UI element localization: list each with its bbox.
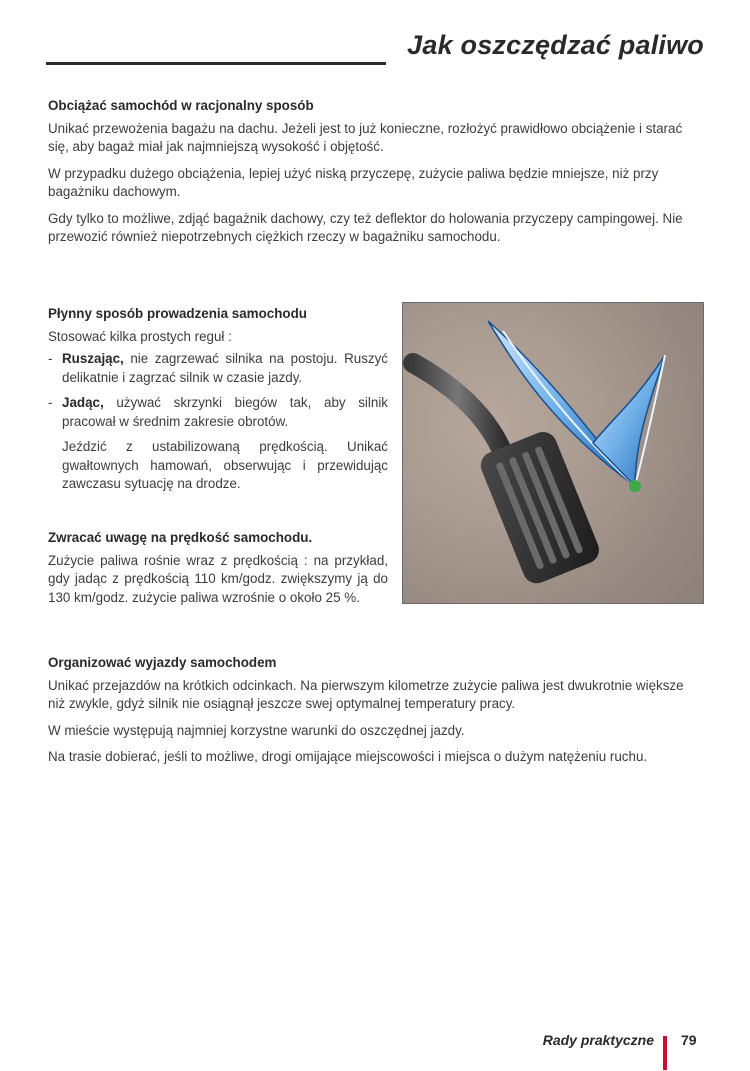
- header-rule: [46, 62, 386, 65]
- paragraph: Na trasie dobierać, jeśli to możliwe, drogi omijające miejscowości i miejsca o dużym natężeniu ruchu.: [48, 749, 648, 764]
- list-item-lead: Ruszając,: [62, 351, 124, 366]
- section-heading: Obciążać samochód w racjonalny sposób: [48, 98, 314, 113]
- rule-list: [48, 350, 388, 494]
- pedal-feather-image: [403, 303, 703, 603]
- list-item-text: nie zagrzewać silnika na postoju. Ruszyć delikatnie i zagrzać silnik w czasie jazdy.: [62, 351, 388, 385]
- section-speed: [48, 529, 388, 615]
- section-heading: Organizować wyjazdy samochodem: [48, 655, 277, 670]
- section-smooth-driving: [48, 305, 388, 501]
- paragraph: W przypadku dużego obciążenia, lepiej użyć niską przyczepę, zużycie paliwa będzie mniejsze, niż przy bagażniku dachowym.: [48, 165, 659, 199]
- list-item: [48, 350, 388, 387]
- footer-accent-bar: [663, 1036, 667, 1070]
- list-item-subparagraph: Jeździć z ustabilizowaną prędkością. Unikać gwałtownych hamowań, obserwując i przewidując zawczasu sytuację na drodze.: [62, 439, 388, 491]
- footer-section-label: Rady praktyczne: [542, 1032, 654, 1048]
- paragraph: Unikać przejazdów na krótkich odcinkach. Na pierwszym kilometrze zużycie paliwa jest dwukrotnie większe niż zwykle, gdyż silnik nie osiągnął jeszcze swej optymalnej temperatury pracy.: [48, 677, 684, 711]
- list-item: [48, 394, 388, 494]
- list-item-lead: Jadąc,: [62, 395, 104, 410]
- list-item-text: używać skrzynki biegów tak, aby silnik pracował w średnim zakresie obrotów.: [62, 395, 388, 429]
- section-heading: Płynny sposób prowadzenia samochodu: [48, 306, 307, 321]
- section-trips: [48, 654, 702, 775]
- page-number: 79: [681, 1032, 697, 1048]
- paragraph: Zużycie paliwa rośnie wraz z prędkością : na przykład, gdy jadąc z prędkością 110 km/godz. zwiększymy ją do 130 km/godz. zużycie paliwa wzrośnie o około 25 %.: [48, 552, 388, 605]
- illustration-pedal-feather: [402, 302, 704, 604]
- paragraph: W mieście występują najmniej korzystne warunki do oszczędnej jazdy.: [48, 722, 465, 738]
- paragraph: Stosować kilka prostych reguł :: [48, 328, 232, 344]
- paragraph: Unikać przewożenia bagażu na dachu. Jeżeli jest to już konieczne, rozłożyć prawidłowo obciążenie i starać się, aby bagaż miał jak najmniejszą wysokość i objętość.: [48, 120, 683, 154]
- section-heading: Zwracać uwagę na prędkość samochodu.: [48, 530, 313, 545]
- section-load: [48, 97, 702, 255]
- paragraph: Gdy tylko to możliwe, zdjąć bagażnik dachowy, czy też deflektor do holowania przyczepy campingowej. Nie przewozić również niepotrzebnych ciężkich rzeczy w bagażniku samochodu.: [48, 210, 683, 244]
- page-title: Jak oszczędzać paliwo: [407, 30, 704, 60]
